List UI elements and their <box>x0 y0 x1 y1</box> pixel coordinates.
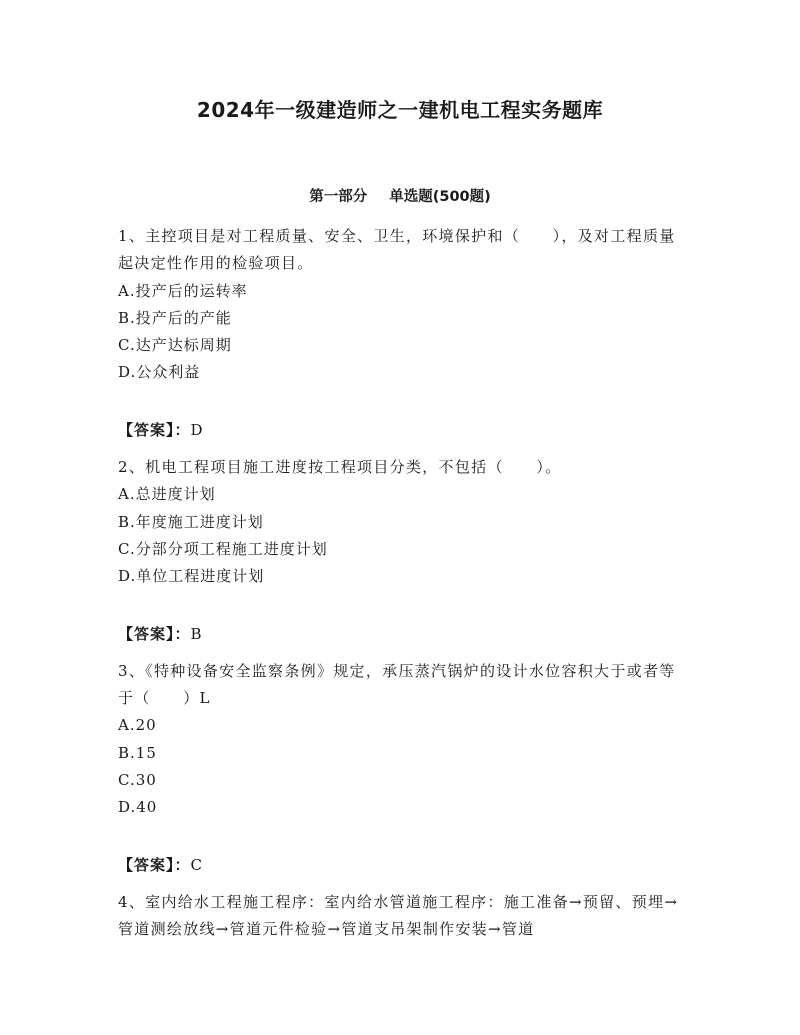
answer-label: 【答案】： <box>118 420 191 439</box>
question-stem: 1、主控项目是对工程质量、安全、卫生，环境保护和（ ），及对工程质量起决定性作用的检验项目。 <box>118 227 676 273</box>
question-item <box>118 889 684 944</box>
option-list <box>118 481 684 590</box>
answer-line <box>118 417 684 444</box>
option-list <box>118 278 684 387</box>
option-c: C.达产达标周期 <box>118 336 232 355</box>
option-c: C.30 <box>118 771 157 790</box>
question-stem: 3、《特种设备安全监察条例》规定，承压蒸汽锅炉的设计水位容积大于或者等于（ ）L <box>118 661 676 708</box>
answer-value: C <box>190 855 203 874</box>
question-list <box>118 223 684 944</box>
option-d: D.公众利益 <box>118 363 201 382</box>
question-stem: 2、机电工程项目施工进度按工程项目分类，不包括（ ）。 <box>118 458 562 477</box>
option-b: B.15 <box>118 743 157 762</box>
section-part: 第一部分 <box>309 189 368 205</box>
question-stem: 4、室内给水工程施工程序：室内给水管道施工程序：施工准备→预留、预埋→管道测绘放线→管道元件检验→管道支吊架制作安装→管道 <box>118 892 679 939</box>
answer-line <box>118 621 684 648</box>
answer-label: 【答案】： <box>118 855 191 874</box>
section-heading <box>0 185 800 206</box>
question-item <box>118 454 684 658</box>
question-item <box>118 223 684 454</box>
option-a: A.总进度计划 <box>118 485 216 504</box>
answer-value: B <box>190 624 203 643</box>
document-title: 2024年一级建造师之一建机电工程实务题库 <box>196 98 604 122</box>
option-b: B.投产后的产能 <box>118 308 232 327</box>
option-a: A.20 <box>118 716 157 735</box>
option-list <box>118 712 684 821</box>
section-name: 单选题(500题) <box>389 189 491 205</box>
option-c: C.分部分项工程施工进度计划 <box>118 539 328 558</box>
option-d: D.单位工程进度计划 <box>118 567 265 586</box>
option-d: D.40 <box>118 798 158 817</box>
question-item <box>118 658 684 889</box>
answer-value: D <box>190 420 204 439</box>
option-a: A.投产后的运转率 <box>118 281 248 300</box>
answer-label: 【答案】： <box>118 624 191 643</box>
option-b: B.年度施工进度计划 <box>118 512 264 531</box>
answer-line <box>118 852 684 879</box>
